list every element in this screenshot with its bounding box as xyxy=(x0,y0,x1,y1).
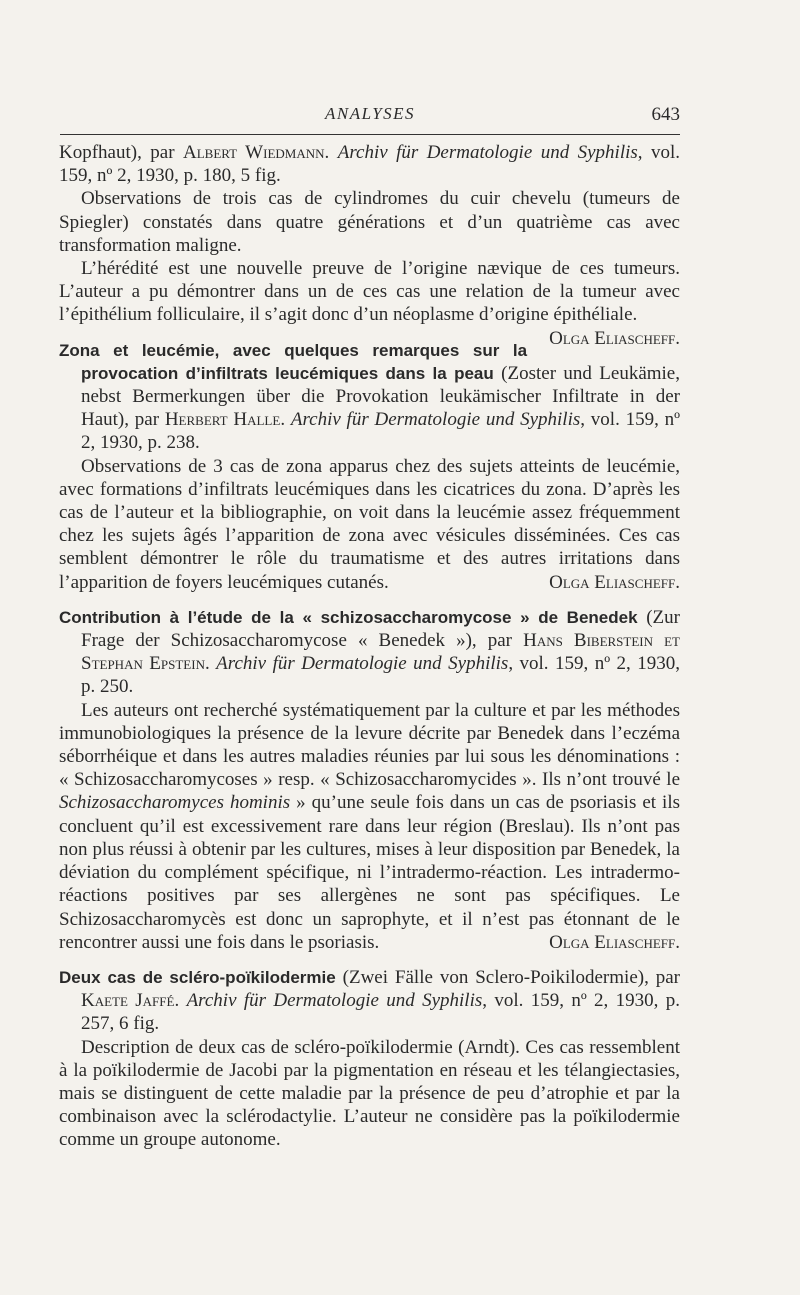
review-entry-biberstein xyxy=(59,606,680,954)
article-title: Zona et leucémie, avec quelques remarques sur la provocation d’infiltrats leucémiques dans la peau xyxy=(59,340,528,383)
author-name: Hans Biberstein et Stephan Epstein xyxy=(81,630,680,675)
reviewer-signature: Olga Eliascheff. xyxy=(549,931,680,953)
page-header xyxy=(60,100,680,130)
summary-paragraph xyxy=(59,699,680,954)
journal-title: Archiv für Dermatologie und Syphilis xyxy=(186,990,483,1012)
summary-text: Les auteurs ont recherché systématiquement par la culture et par les méthodes immunobiologiques la présence de la levure décrite par Benedek dans l’eczéma séborrhéique et dans les autres maladies réunies par lui sous les dénominations : « Schizosaccharomycoses » resp. « Schizosaccharomycides ». Ils n’ont trouvé le xyxy=(59,699,680,791)
author-name: Albert Wiedmann xyxy=(182,142,325,163)
reviewer-signature: Olga Eliascheff. xyxy=(549,327,680,349)
citation-reference: , vol. 159, nº 2, 1930, p. 238. xyxy=(81,409,681,454)
citation-text: Kopfhaut), par xyxy=(59,142,183,163)
citation-reference: , vol. 159, nº 2, 1930, p. 180, 5 fig. xyxy=(59,142,681,187)
citation-separator: . xyxy=(280,409,291,431)
header-rule xyxy=(60,134,680,135)
journal-title: Archiv für Dermatologie und Syphilis xyxy=(337,142,638,163)
citation-separator: . xyxy=(324,142,338,163)
article-title: Contribution à l’étude de la « schizosaccharomycose » de Benedek xyxy=(59,607,638,627)
journal-title: Archiv für Dermatologie und Syphilis xyxy=(290,409,581,431)
citation-reference: , vol. 159, nº 2, 1930, p. 250. xyxy=(81,653,680,698)
author-name: Kaete Jaffé xyxy=(81,990,175,1012)
summary-text: L’hérédité est une nouvelle preuve de l’origine nævique de ces tumeurs. L’auteur a pu démontrer dans un de ces cas une relation de la tumeur avec l’épithélium folliculaire, il s’agit donc d’un néoplasme d’origine épithéliale. xyxy=(59,258,680,326)
summary-paragraph: Observations de trois cas de cylindromes du cuir chevelu (tumeurs de Spiegler) constatés dans quatre générations et d’un quatrième cas avec transformation maligne. xyxy=(59,188,680,256)
summary-paragraph: Description de deux cas de scléro-poïkilodermie (Arndt). Ces cas ressemblent à la poïkilodermie de Jacobi par la pigmentation en réseau et les télangiectasies, mais se distinguent de cette maladie par la présence de peu d’atrophie et par la combinaison avec la sclérodactylie. L’auteur ne considère pas la poïkilodermie comme un groupe autonome. xyxy=(59,1036,680,1151)
citation xyxy=(59,339,680,455)
review-entry-halle xyxy=(59,339,680,594)
citation xyxy=(59,141,680,187)
running-title: ANALYSES xyxy=(324,104,416,123)
species-name: Schizosaccharomyces hominis xyxy=(59,792,291,814)
citation xyxy=(59,966,680,1036)
summary-text: Observations de 3 cas de zona apparus chez des sujets atteints de leucémie, avec formations d’infiltrats leucémiques dans les cicatrices du zona. D’après les cas de l’auteur et la bibliographie, on voit dans la leucémie assez fréquemment chez les sujets âgés l’apparition de zona avec vésicules disséminées. Ces cas semblent démontrer le rôle du traumatisme et des autres irritations dans l’apparition de foyers leucémiques cutanés. xyxy=(59,455,680,593)
original-title: (Zur Frage der Schizosaccharomycose « Benedek »), par xyxy=(81,606,680,652)
original-title: (Zoster und Leukämie, nebst Bermerkungen über die Provokation leukämischer Infiltrate in der Haut), par xyxy=(81,362,680,431)
original-title: (Zwei Fälle von Sclero-Poikilodermie), par xyxy=(335,966,681,988)
citation-reference: , vol. 159, nº 2, 1930, p. 257, 6 fig. xyxy=(81,990,680,1035)
review-entry-jaffe xyxy=(59,966,680,1152)
page-number: 643 xyxy=(651,104,680,125)
journal-title: Archiv für Dermatologie und Syphilis xyxy=(216,653,509,675)
summary-paragraph xyxy=(59,455,680,594)
article-title: Deux cas de scléro-poïkilodermie xyxy=(59,967,336,987)
citation-separator: . xyxy=(174,990,187,1012)
summary-text: » qu’une seule fois dans un cas de psoriasis et ils concluent qu’il est excessivement rare dans leur région (Breslau). Ils n’ont pas non plus réussi à obtenir par les cultures, mises à leur disposition par Benedek, la déviation du complément spécifique, ni l’intradermo-réaction. Les intradermo-réactions positives par ses allergènes ne sont pas spécifiques. Le Schizosaccharomycès est donc un saprophyte, et il n’est pas étonnant de le rencontrer aussi une fois dans le psoriasis. xyxy=(59,792,680,953)
reviewer-signature: Olga Eliascheff. xyxy=(549,571,680,593)
review-entry-wiedmann xyxy=(59,141,681,349)
author-name: Herbert Halle xyxy=(164,409,281,431)
citation xyxy=(59,606,680,699)
citation-separator: . xyxy=(204,653,217,675)
summary-paragraph xyxy=(59,257,680,349)
article-body xyxy=(59,141,680,1152)
